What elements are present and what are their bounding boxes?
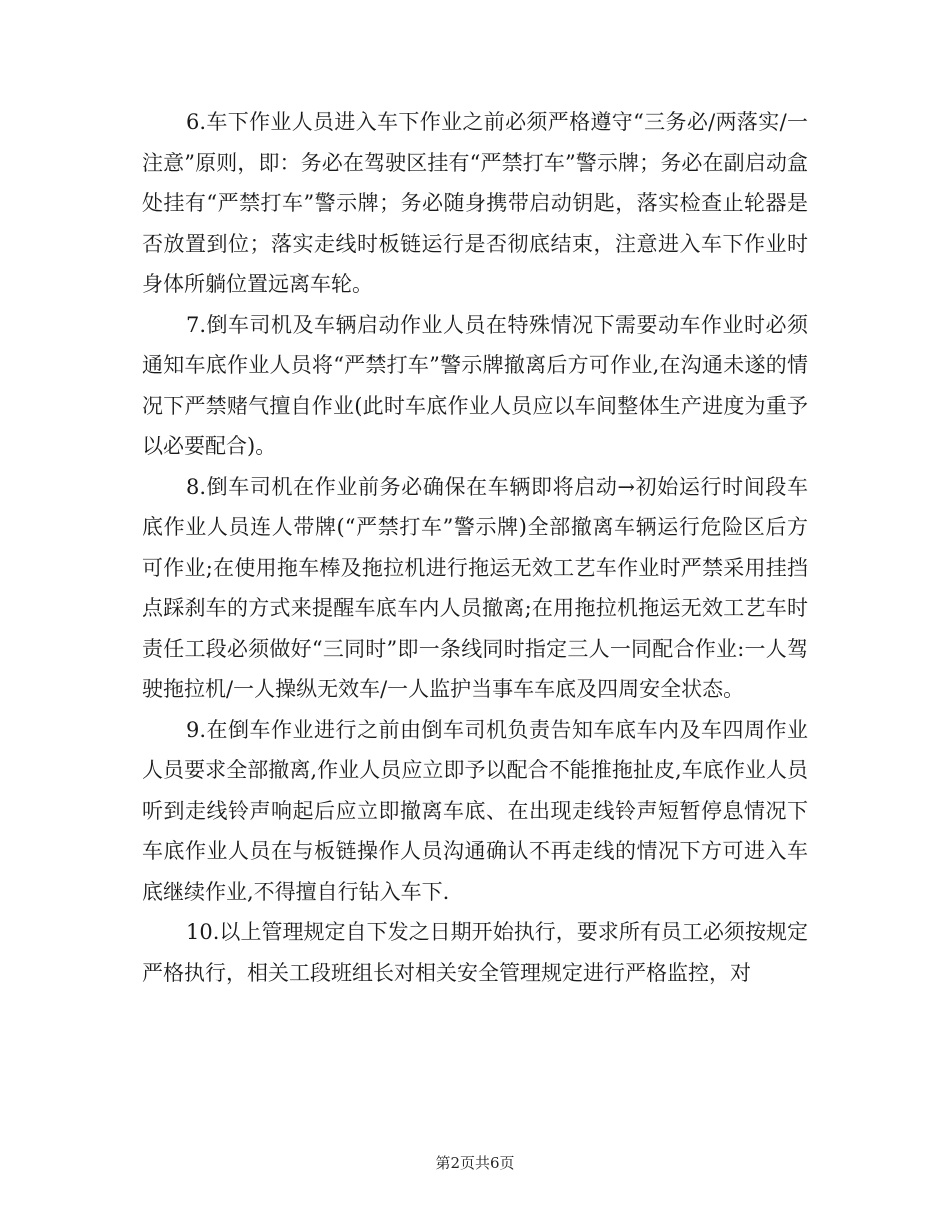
paragraph-10: 10.以上管理规定自下发之日期开始执行，要求所有员工必须按规定严格执行，相关工段班组长对相关安全管理规定进行严格监控，对 bbox=[142, 920, 808, 985]
paragraph-7: 7.倒车司机及车辆启动作业人员在特殊情况下需要动车作业时必须通知车底作业人员将“严禁打车”警示牌撤离后方可作业,在沟通未遂的情况下严禁赌气擅自作业(此时车底作业人员应以车间整体生产进度为重予以必要配合)。 bbox=[142, 312, 808, 458]
document-body bbox=[142, 102, 808, 993]
paragraph-8: 8.倒车司机在作业前务必确保在车辆即将启动→初始运行时间段车底作业人员连人带牌(“严禁打车”警示牌)全部撤离车辆运行危险区后方可作业;在使用拖车棒及拖拉机进行拖运无效工艺车作业时严禁采用挂挡点踩刹车的方式来提醒车底车内人员撤离;在用拖拉机拖运无效工艺车时责任工段必须做好“三同时”即一条线同时指定三人一同配合作业:一人驾驶拖拉机/一人操纵无效车/一人监护当事车车底及四周安全状态。 bbox=[142, 474, 808, 701]
page-number-footer: 第2页共6页 bbox=[435, 1154, 515, 1172]
paragraph-6: 6.车下作业人员进入车下作业之前必须严格遵守“三务必/两落实/一注意”原则，即：务必在驾驶区挂有“严禁打车”警示牌；务必在副启动盒处挂有“严禁打车”警示牌；务必随身携带启动钥匙，落实检查止轮器是否放置到位；落实走线时板链运行是否彻底结束，注意进入车下作业时身体所躺位置远离车轮。 bbox=[142, 110, 808, 296]
paragraph-9: 9.在倒车作业进行之前由倒车司机负责告知车底车内及车四周作业人员要求全部撤离,作业人员应立即予以配合不能推拖扯皮,车底作业人员听到走线铃声响起后应立即撤离车底、在出现走线铃声短暂停息情况下车底作业人员在与板链操作人员沟通确认不再走线的情况下方可进入车底继续作业,不得擅自行钻入车下. bbox=[142, 717, 808, 904]
